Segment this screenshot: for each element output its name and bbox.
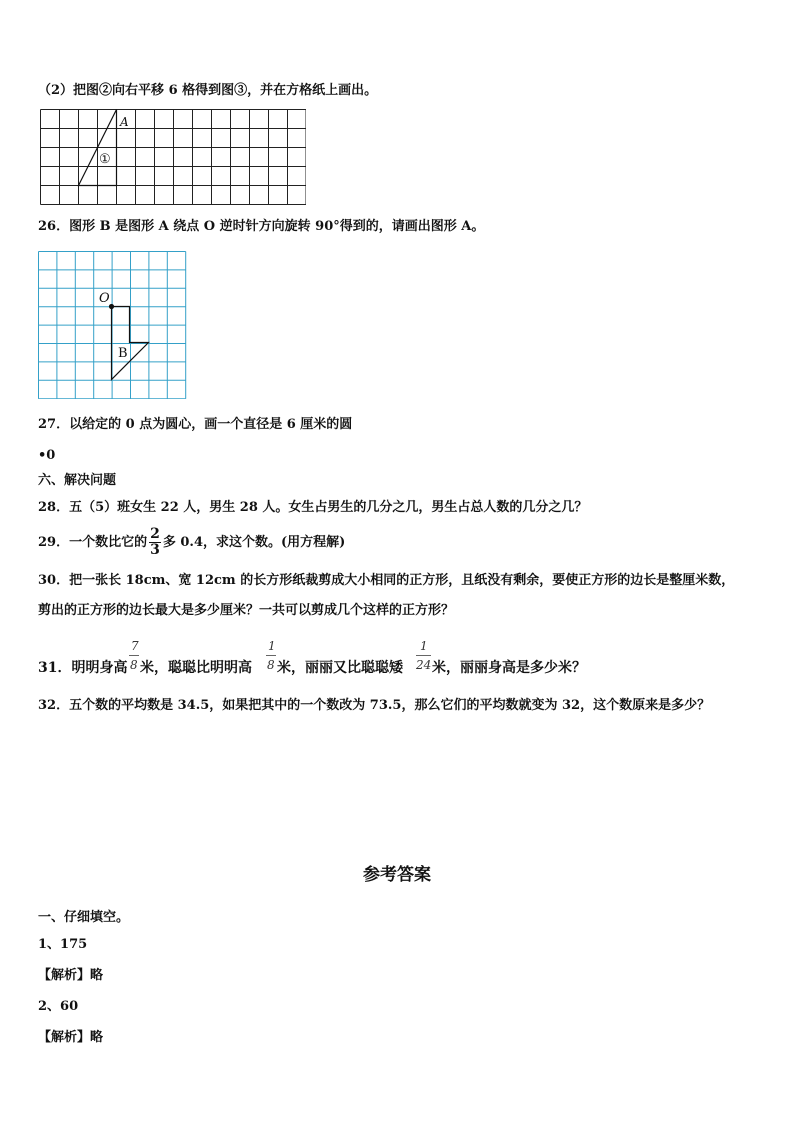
answers-heading: 参考答案 [363,865,431,885]
q31-part2: 米，聪聪比明明高 [140,660,252,676]
answer-2: 2、60 [38,999,79,1014]
q29-prefix: 29．一个数比它的 [38,534,148,550]
q29-fraction-den: 3 [150,541,160,558]
answers-section-1: 一、仔细填空。 [38,910,130,925]
q31-frac3-num: 1 [420,639,428,653]
section-6-title: 六、解决问题 [38,473,117,488]
q27-point: •0 [38,448,56,463]
q30-line2: 剪出的正方形的边长最大是多少厘米？一共可以剪成几个这样的正方形？ [38,603,455,618]
figure-1-label: ① [99,152,111,167]
q31-part3: 米，丽丽又比聪聪矮 [277,660,403,676]
q31-part4: 米，丽丽身高是多少米？ [432,660,586,676]
q29-suffix: 多 0.4，求这个数。(用方程解) [162,534,346,550]
grid-q26 [38,251,187,399]
answer-2-note: 【解析】略 [38,1030,104,1045]
q31-frac3-bar [416,655,431,656]
q31-frac1-bar [129,655,139,656]
answer-1: 1、175 [38,937,88,952]
q31-frac2-den: 8 [267,658,275,672]
q31-frac2-bar [266,655,276,656]
q31-frac1-den: 8 [130,658,138,672]
figure-b-label: B [118,346,128,361]
q29-fraction [149,527,161,557]
answer-1-note: 【解析】略 [38,968,104,983]
grid-lines [41,110,307,205]
q26-text: 26．图形 B 是图形 A 绕点 O 逆时针方向旋转 90°得到的，请画出图形 A。 [38,219,485,234]
q31-part1: 31．明明身高 [38,660,128,676]
q27-text: 27．以给定的 0 点为圆心，画一个直径是 6 厘米的圆 [38,417,353,432]
q29-line [38,527,345,557]
q30-line1: 30．把一张长 18cm、宽 12cm 的长方形纸裁剪成大小相同的正方形，且纸没有剩余，要使正方形的边长是整厘米数， [38,573,735,588]
q31-frac1-num: 7 [131,639,139,653]
point-o-label: O [99,291,110,306]
point-a-label: A [120,115,129,129]
grid-q25 [40,109,306,206]
q31-frac3-den: 24 [416,658,432,672]
q32-text: 32．五个数的平均数是 34.5，如果把其中的一个数改为 73.5，那么它们的平均数就变为 32，这个数原来是多少？ [38,698,711,713]
q29-fraction-num: 2 [150,526,160,542]
q31-frac2-num: 1 [268,639,276,653]
q25-2-text: （2）把图②向右平移 6 格得到图③，并在方格纸上画出。 [38,83,378,98]
q28-text: 28．五（5）班女生 22 人，男生 28 人。女生占男生的几分之几，男生占总人数的几分之几？ [38,500,588,515]
